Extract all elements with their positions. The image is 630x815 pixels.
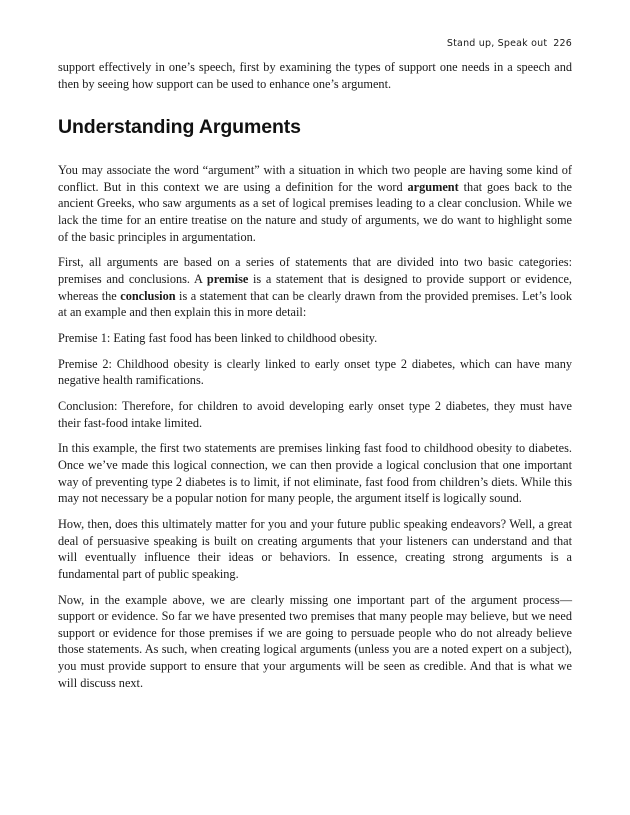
- example-conclusion: Conclusion: Therefore, for children to avoid developing early onset type 2 diabetes, they must have their fast-food intake limited.: [58, 399, 572, 430]
- paragraph-example-explanation: In this example, the first two statements are premises linking fast food to childhood obesity to diabetes. Once we’ve made this logical connection, we can then provide a logical conclusion that one important way of preventing type 2 diabetes is to limit, if not eliminate, fast food from children’s diets. While this may not necessary be a popular notion for many people, the argument itself is logically sound.: [58, 441, 572, 506]
- text-run: You may associate the word “argument” with a situation in which two people are having some kind of conflict. But in this context we are using a definition for the word: [58, 163, 572, 194]
- term-conclusion: conclusion: [120, 288, 176, 303]
- text-run: First, all arguments are based on a series of statements that are divided into two basic categories: premises and conclusions. A: [58, 255, 572, 286]
- running-header: [447, 38, 572, 49]
- text-run: that goes back to the ancient Greeks, who saw arguments as a set of logical premises leading to a clear conclusion. While we lack the time for an entire treatise on the nature and study of arguments, we do want to highlight some of the basic principles in argumentation.: [58, 179, 573, 244]
- term-argument: argument: [407, 179, 459, 194]
- book-title: Stand up, Speak out: [446, 38, 548, 49]
- intro-paragraph: support effectively in one’s speech, first by examining the types of support one needs in a speech and then by seeing how support can be used to enhance one’s argument.: [58, 60, 572, 91]
- example-premise-2: Premise 2: Childhood obesity is clearly linked to early onset type 2 diabetes, which can have many negative health ramifications.: [58, 356, 572, 388]
- paragraph-public-speaking: How, then, does this ultimately matter for you and your future public speaking endeavors? Well, a great deal of persuasive speaking is built on creating arguments that your listeners can understand and that will eventually influence their ideas or behaviors. In essence, creating strong arguments is a fundamental part of public speaking.: [58, 517, 572, 581]
- paragraph-argument-definition: [58, 162, 572, 245]
- text-run: is a statement that can be clearly drawn from the provided premises. Let’s look at an example and then explain this in more detail:: [58, 288, 572, 320]
- term-premise: premise: [206, 271, 249, 286]
- page-body: [58, 59, 572, 700]
- text-run: is a statement that is designed to provide support or evidence, whereas the: [58, 271, 572, 303]
- paragraph-support-evidence: Now, in the example above, we are clearly missing one important part of the argument process—support or evidence. So far we have presented two premises that many people may believe, but we need support or evidence for those premises if we are going to persuade people who do not already believe those statements. As such, when creating logical arguments (unless you are a noted expert on a subject), you must provide support to ensure that your arguments will be seen as credible. And that is what we will discuss next.: [58, 592, 572, 690]
- section-heading: Understanding Arguments: [58, 116, 301, 139]
- paragraph-premise-conclusion: [58, 254, 572, 320]
- example-premise-1: Premise 1: Eating fast food has been linked to childhood obesity.: [58, 330, 378, 345]
- page-number: 226: [553, 38, 572, 49]
